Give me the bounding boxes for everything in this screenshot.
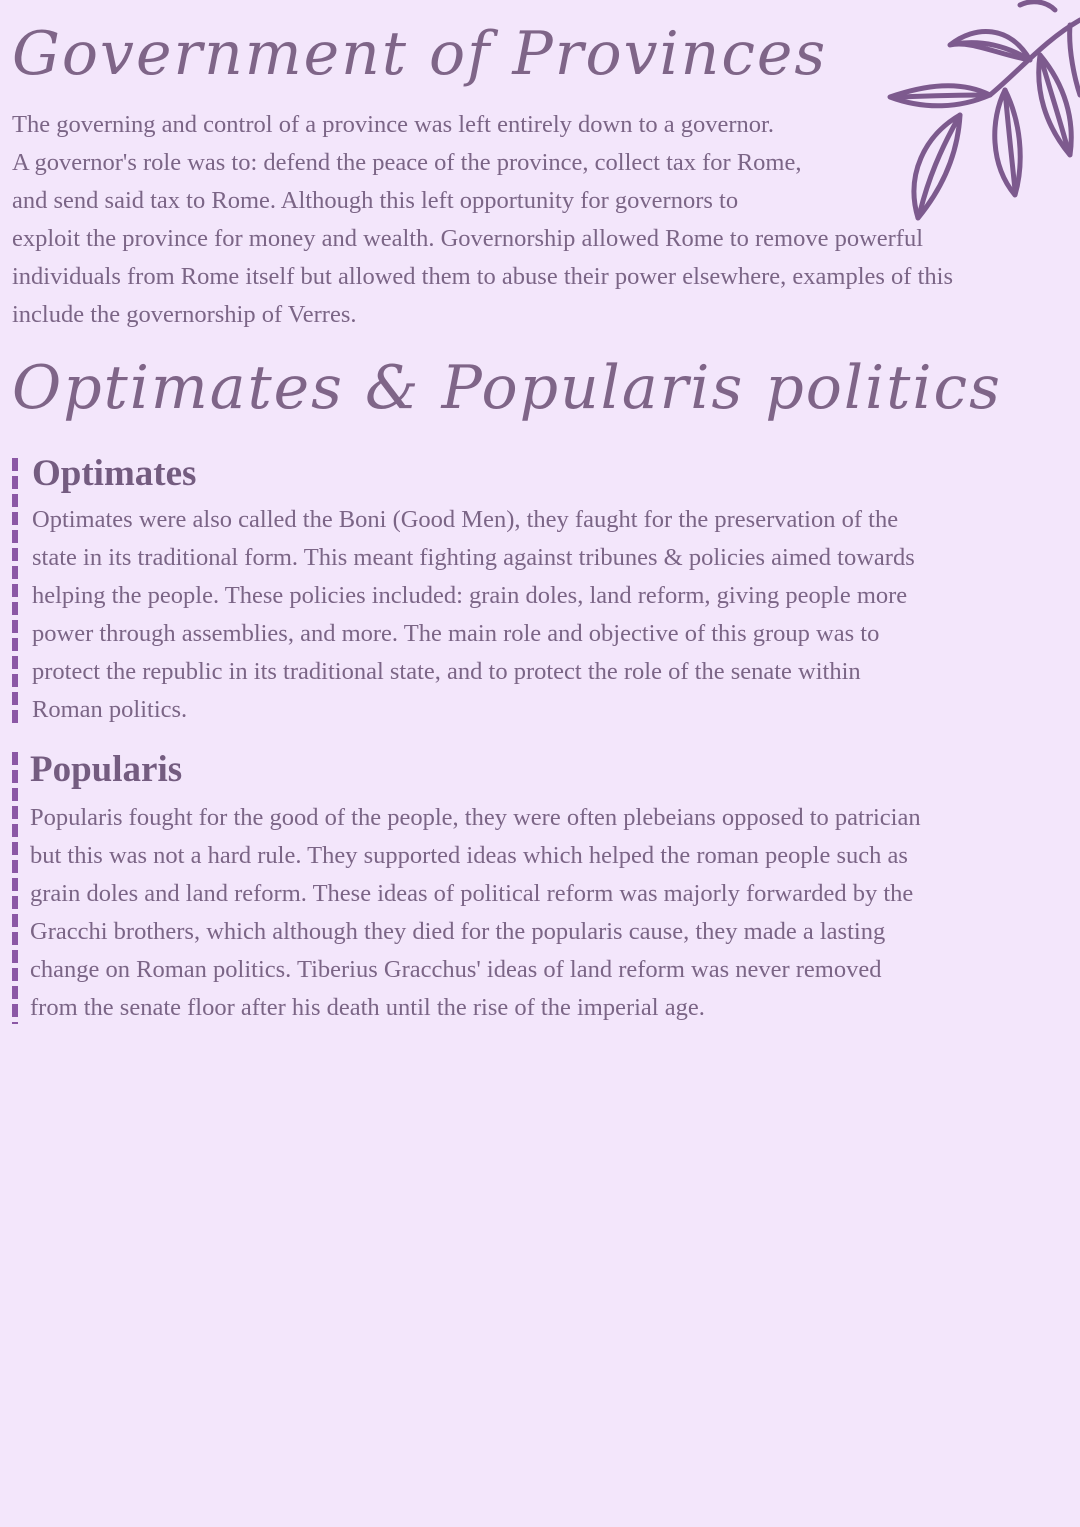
paragraph-line: Popularis fought for the good of the people, they were often plebeians opposed to patrician [30, 804, 921, 831]
dashed-accent-bar [12, 752, 18, 1024]
paragraph-line: exploit the province for money and wealth. Governorship allowed Rome to remove powerful [12, 225, 924, 252]
optimates-title: Optimates [32, 453, 197, 494]
paragraph-line: Gracchi brothers, which although they died for the popularis cause, they made a lasting [30, 918, 886, 945]
paragraph-line: protect the republic in its traditional state, and to protect the role of the senate within [32, 658, 861, 685]
paragraph-line: power through assemblies, and more. The main role and objective of this group was to [32, 620, 880, 647]
dashed-accent-bar [12, 458, 18, 728]
section-heading-provinces: Government of Provinces [12, 19, 828, 89]
paragraph-line: Roman politics. [32, 696, 188, 723]
popularis-section [12, 749, 1052, 1024]
paragraph-line: state in its traditional form. This meant fighting against tribunes & policies aimed towards [32, 544, 915, 571]
paragraph-line: from the senate floor after his death until the rise of the imperial age. [30, 994, 705, 1021]
paragraph-line: and send said tax to Rome. Although this left opportunity for governors to [12, 187, 739, 214]
popularis-paragraph [30, 799, 1040, 1027]
optimates-section [12, 453, 1052, 728]
paragraph-line: change on Roman politics. Tiberius Gracchus' ideas of land reform was never removed [30, 956, 882, 983]
paragraph-line: individuals from Rome itself but allowed them to abuse their power elsewhere, examples of this [12, 263, 953, 290]
paragraph-line: A governor's role was to: defend the peace of the province, collect tax for Rome, [12, 149, 802, 176]
paragraph-line: The governing and control of a province was left entirely down to a governor. [12, 111, 774, 138]
provinces-paragraph [12, 106, 1062, 334]
paragraph-line: Optimates were also called the Boni (Good Men), they faught for the preservation of the [32, 506, 899, 533]
optimates-paragraph [32, 501, 1042, 729]
paragraph-line: but this was not a hard rule. They supported ideas which helped the roman people such as [30, 842, 908, 869]
paragraph-line: helping the people. These policies included: grain doles, land reform, giving people more [32, 582, 908, 609]
section-heading-politics: Optimates & Popularis politics [12, 353, 1002, 423]
paragraph-line: include the governorship of Verres. [12, 301, 357, 328]
popularis-title: Popularis [30, 749, 183, 790]
paragraph-line: grain doles and land reform. These ideas of political reform was majorly forwarded by the [30, 880, 914, 907]
